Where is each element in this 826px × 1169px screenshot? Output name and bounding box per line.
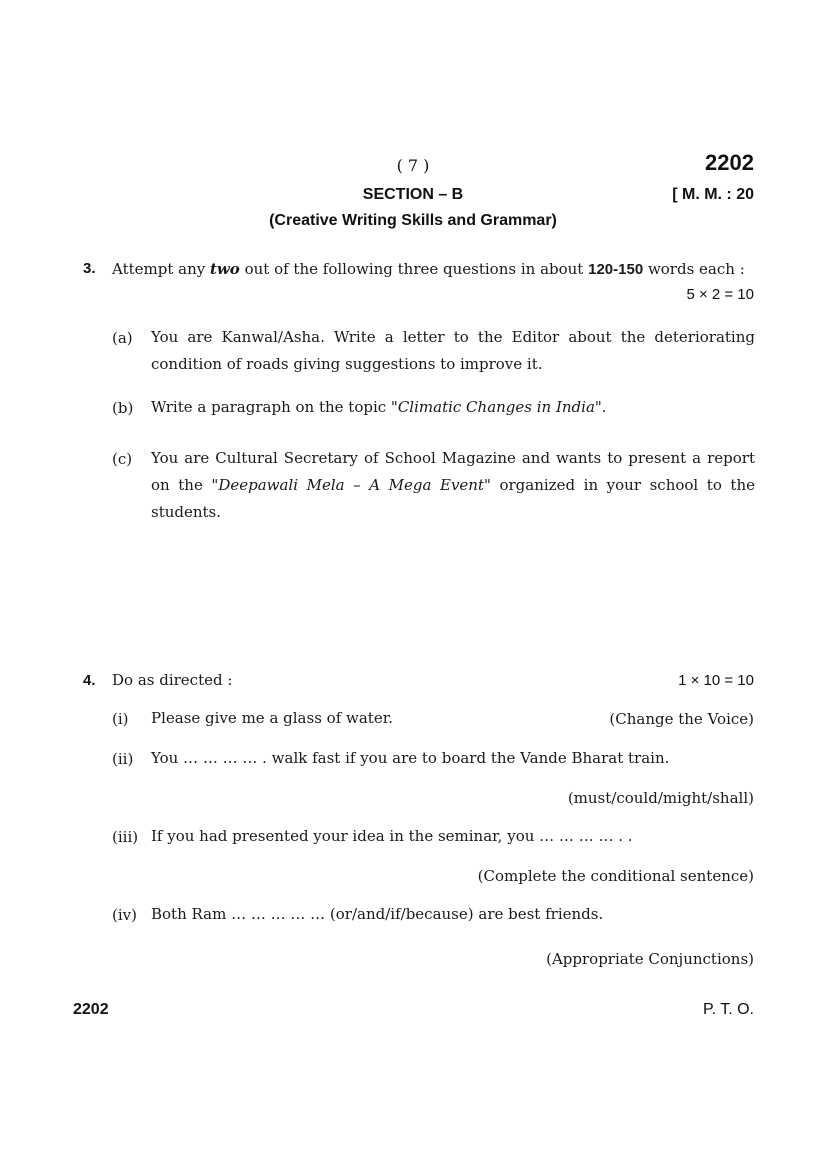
section-subtitle: (Creative Writing Skills and Grammar) — [269, 212, 557, 229]
q3-text-part: Attempt any — [112, 260, 210, 278]
question-3-marks: 5 × 2 = 10 — [686, 286, 754, 303]
paper-code-footer: 2202 — [73, 1001, 109, 1018]
q3-emphasis-two: two — [209, 260, 240, 278]
item-label: (iii) — [112, 828, 139, 846]
question-4-marks: 1 × 10 = 10 — [678, 672, 754, 689]
section-title: SECTION – B — [362, 186, 464, 203]
item-label: (iv) — [112, 906, 137, 924]
q3-b-text-part: ". — [594, 398, 607, 416]
question-3-text — [112, 257, 755, 282]
q3-item-b-text — [151, 394, 755, 421]
question-4-number: 4. — [83, 672, 96, 689]
q3-b-topic: Climatic Changes in India — [397, 398, 595, 416]
q3-text-part: out of the following three questions in about — [239, 260, 589, 278]
q3-c-event: Deepawali Mela – A Mega Event — [218, 476, 484, 494]
q3-item-c-text — [151, 445, 755, 526]
q3-word-range: 120-150 — [588, 261, 644, 278]
item-label: (i) — [112, 710, 129, 728]
item-label: (c) — [112, 450, 133, 468]
item-label: (ii) — [112, 750, 134, 768]
question-3-number: 3. — [83, 260, 96, 277]
q3-c-text-part: " organized in your school to the students. — [151, 476, 755, 521]
max-marks: [ M. M. : 20 — [672, 186, 754, 203]
q4-item-iv-text: Both Ram … … … … … (or/and/if/because) are best friends. — [151, 905, 604, 923]
q4-item-ii-text: You … … … … . walk fast if you are to board the Vande Bharat train. — [151, 749, 670, 767]
item-label: (b) — [112, 399, 134, 417]
q4-item-i-text: Please give me a glass of water. — [151, 709, 393, 727]
q4-item-iii-text: If you had presented your idea in the seminar, you … … … … . . — [151, 827, 633, 845]
paper-code-header: 2202 — [705, 150, 754, 175]
item-label: (a) — [112, 329, 133, 347]
q3-b-text-part: Write a paragraph on the topic " — [151, 398, 398, 416]
q4-item-i-hint: (Change the Voice) — [609, 710, 754, 728]
q4-item-iii-hint: (Complete the conditional sentence) — [477, 867, 754, 885]
q3-text-part: words each : — [643, 260, 745, 278]
q3-item-a-text: You are Kanwal/Asha. Write a letter to the Editor about the deteriorating condition of roads giving suggestions to improve it. — [151, 328, 755, 373]
q4-item-iv-hint: (Appropriate Conjunctions) — [546, 950, 754, 968]
pto-label: P. T. O. — [703, 1001, 754, 1018]
question-4-instruction: Do as directed : — [112, 671, 233, 689]
q4-item-ii-hint: (must/could/might/shall) — [567, 789, 754, 807]
q3-c-text-part: You are Cultural Secretary of School Magazine and wants to present a report on the " — [151, 449, 755, 494]
page-number: ( 7 ) — [396, 156, 430, 175]
